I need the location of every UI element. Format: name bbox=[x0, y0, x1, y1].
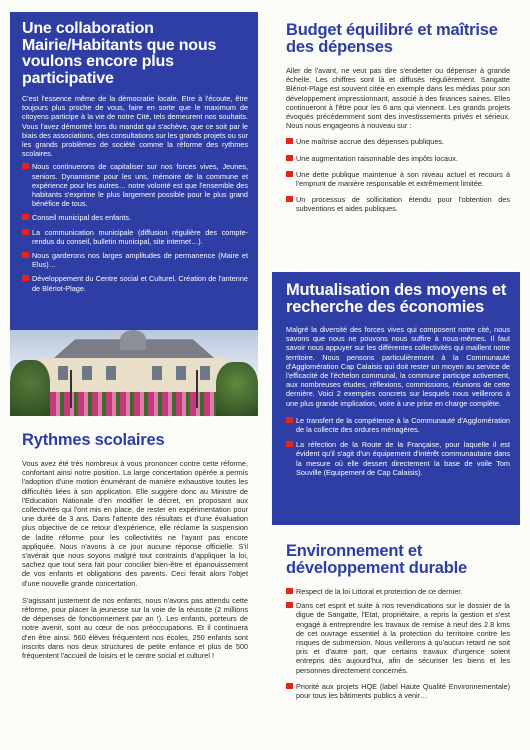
section-title: Environnement et développement durable bbox=[286, 542, 468, 577]
section-intro: Aller de l'avant, ne veut pas dire s'endetter ou dépenser à grande échelle. Les chiffres sont là et diffusés régulièrement. Sangatte Blériot-Plage est souvent citée en exemple dans les médias pour son développement impressionnant, associé à des finances saines. Elles continueront à l'être pour les 6 ans qui viennent. Les grands projets évoqués précédemment sont des investissements privés et sérieux. Nous nous engageons à nouveau sur : bbox=[286, 66, 510, 131]
red-square-icon bbox=[286, 417, 293, 423]
red-square-icon bbox=[286, 588, 293, 594]
bullet-item: Priorité aux projets HQE (label Haute Qualité Environnementale) pour tous les bâtiments publics à venir… bbox=[286, 682, 510, 700]
bullet-item: La communication municipale (diffusion régulière des compte-rendus du conseil, bulletin municipal, site internet…). bbox=[22, 228, 248, 246]
bullet-item: Développement du Centre social et Culturel. Création de l'antenne de Blériot-Plage. bbox=[22, 274, 248, 292]
red-square-icon bbox=[286, 138, 293, 144]
red-square-icon bbox=[22, 163, 29, 169]
section-intro: C'est l'essence même de la démocratie locale. Etre à l'écoute, être toujours plus proche de vous, faire en sorte que le maximum de citoyens participe à la vie de notre Cité, tels demeurent nos souhaits. Vous l'avez démontré lors du mandat qui s'achève, que ce soit par le biais des associations, des consultations sur les grands projets ou sur les grands problèmes de société comme la réforme des rythmes scolaires. bbox=[22, 94, 248, 159]
bullet-item: Une augmentation raisonnable des impôts locaux. bbox=[286, 154, 510, 163]
bullet-item: Dans cet esprit et suite à nos revendications sur le dossier de la digue de Sangatte, l'Etat, propriétaire, a repris la gestion et s'est engagé à entreprendre les travaux de remise à neuf des 2.8 kms de cet ouvrage essentiel à la protection du territoire contre les risques de submersion. Nous veillerons à qu'aucun retard ne soit pris et d'autre part, que certains travaux d'urgence soient entrepris dès aujourd'hui, afin de sécuriser les biens et les personnes directement concernés. bbox=[286, 601, 510, 675]
red-square-icon bbox=[286, 155, 293, 161]
bullet-item: La réfection de la Route de la Française, pour laquelle il est évident qu'il s'agit d'un équipement d'intérêt communautaire dans la mesure où elle dessert directement la base de voile Tom Souville (Equipement de Cap Calaisis). bbox=[286, 440, 510, 477]
bullet-item: Nous continuerons de capitaliser sur nos forces vives, Jeunes, seniors. Dynamisme pour les uns, mémoire de la commune et expérience pour les autres… notre volonté est que l'ensemble des habitants s'exprime le plus largement possible pour le plus grand bénéfice de tous. bbox=[22, 162, 248, 208]
section-rythmes-scolaires bbox=[10, 420, 258, 748]
section-paragraph: Vous avez été très nombreux à vous prononcer contre cette réforme, confortant ainsi notre position. La large concertation opérée a permis l'adoption d'une motion énumérant de manière exhaustive toutes les difficultés liées à son application. Elle suggère donc au Ministre de l'Education Nationale d'en modifier le décret, en proposant aux collectivités qui l'ont mis en place, de rester en expérimentation pour une durée de 3 ans. Dans l'attente des résultats et d'une évaluation plus objective de ce retour d'expérience, elle réclame la suspension de ladite réforme pour les collectivités ne l'ayant pas encore appliquée. Nous n'avons à ce jour aucune réponse officielle. S'il s'avérait que nous soyons malgré tout contraints d'appliquer la loi, sachez que tout sera fait pour concilier bien-être et épanouissement de vos enfants et obligations des parents. Ceci ferait alors l'objet d'une nouvelle grande concertation. bbox=[22, 459, 248, 588]
section-environnement bbox=[272, 533, 520, 748]
red-square-icon bbox=[286, 683, 293, 689]
section-participation bbox=[10, 12, 258, 336]
section-title: Mutualisation des moyens et recherche des économies bbox=[286, 281, 507, 316]
bullet-item: Une dette publique maintenue à son niveau actuel et recours à l'emprunt de manière responsable et extrêmement limitée. bbox=[286, 170, 510, 188]
bullet-item: Respect de la loi Littoral et protection de ce dernier. bbox=[286, 587, 510, 596]
section-budget bbox=[272, 12, 520, 265]
red-square-icon bbox=[286, 602, 293, 608]
red-square-icon bbox=[22, 275, 29, 281]
section-title: Budget équilibré et maîtrise des dépenses bbox=[286, 21, 498, 56]
bullet-item: Le transfert de la compétence à la Communauté d'Agglomération de la collecte des ordures ménagères. bbox=[286, 416, 510, 434]
section-title: Rythmes scolaires bbox=[22, 431, 165, 449]
section-intro: Malgré la diversité des forces vives qui composent notre cité, nous savons que nous ne pouvons nous suffire à nous-mêmes. Il faut savoir nous appuyer sur les différentes collectivités qui maillent notre territoire. Nous pensons particulièrement à la Communauté d'Agglomération Cap Calaisis qui doit rester un moyen au service de l'efficacité de l'échelon communal, la commune participe activement, aux nombreuses études, réflexions, commissions, réunions de cette dernière. Voici 2 exemples concrets sur lesquels nous veillerons à une plus grande implication, voire à une prise en charge complète. bbox=[286, 325, 510, 408]
section-mutualisation bbox=[272, 272, 520, 525]
red-square-icon bbox=[22, 252, 29, 258]
bullet-item: Une maîtrise accrue des dépenses publiques. bbox=[286, 137, 510, 146]
red-square-icon bbox=[22, 229, 29, 235]
red-square-icon bbox=[286, 171, 293, 177]
bullet-item: Un processus de sollicitation étendu pour l'obtention des subventions et aides publiques. bbox=[286, 195, 510, 213]
bullet-item: Nous garderons nos larges amplitudes de permanence (Maire et Elus)… bbox=[22, 251, 248, 269]
red-square-icon bbox=[22, 214, 29, 220]
town-hall-photo bbox=[10, 330, 258, 416]
red-square-icon bbox=[286, 196, 293, 202]
section-paragraph: S'agissant justement de nos enfants, nous n'avons pas attendu cette réforme, pour placer la jeunesse sur la voie de la réussite (2 millions de dépenses de fonctionnement par an !). Les enfants, porteurs de notre avenir, sont au cœur de nos préoccupations. Et il continuera d'en être ainsi. 560 élèves fréquentent nos écoles, 250 enfants sont inscrits dans nos deux structures de petite enfance et plus de 500 fréquentent l'accueil de loisirs et le centre social et culturel ! bbox=[22, 595, 248, 661]
section-title: Une collaboration Mairie/Habitants que nous voulons encore plus participative bbox=[22, 20, 217, 87]
bullet-item: Conseil municipal des enfants. bbox=[22, 213, 248, 222]
red-square-icon bbox=[286, 441, 293, 447]
